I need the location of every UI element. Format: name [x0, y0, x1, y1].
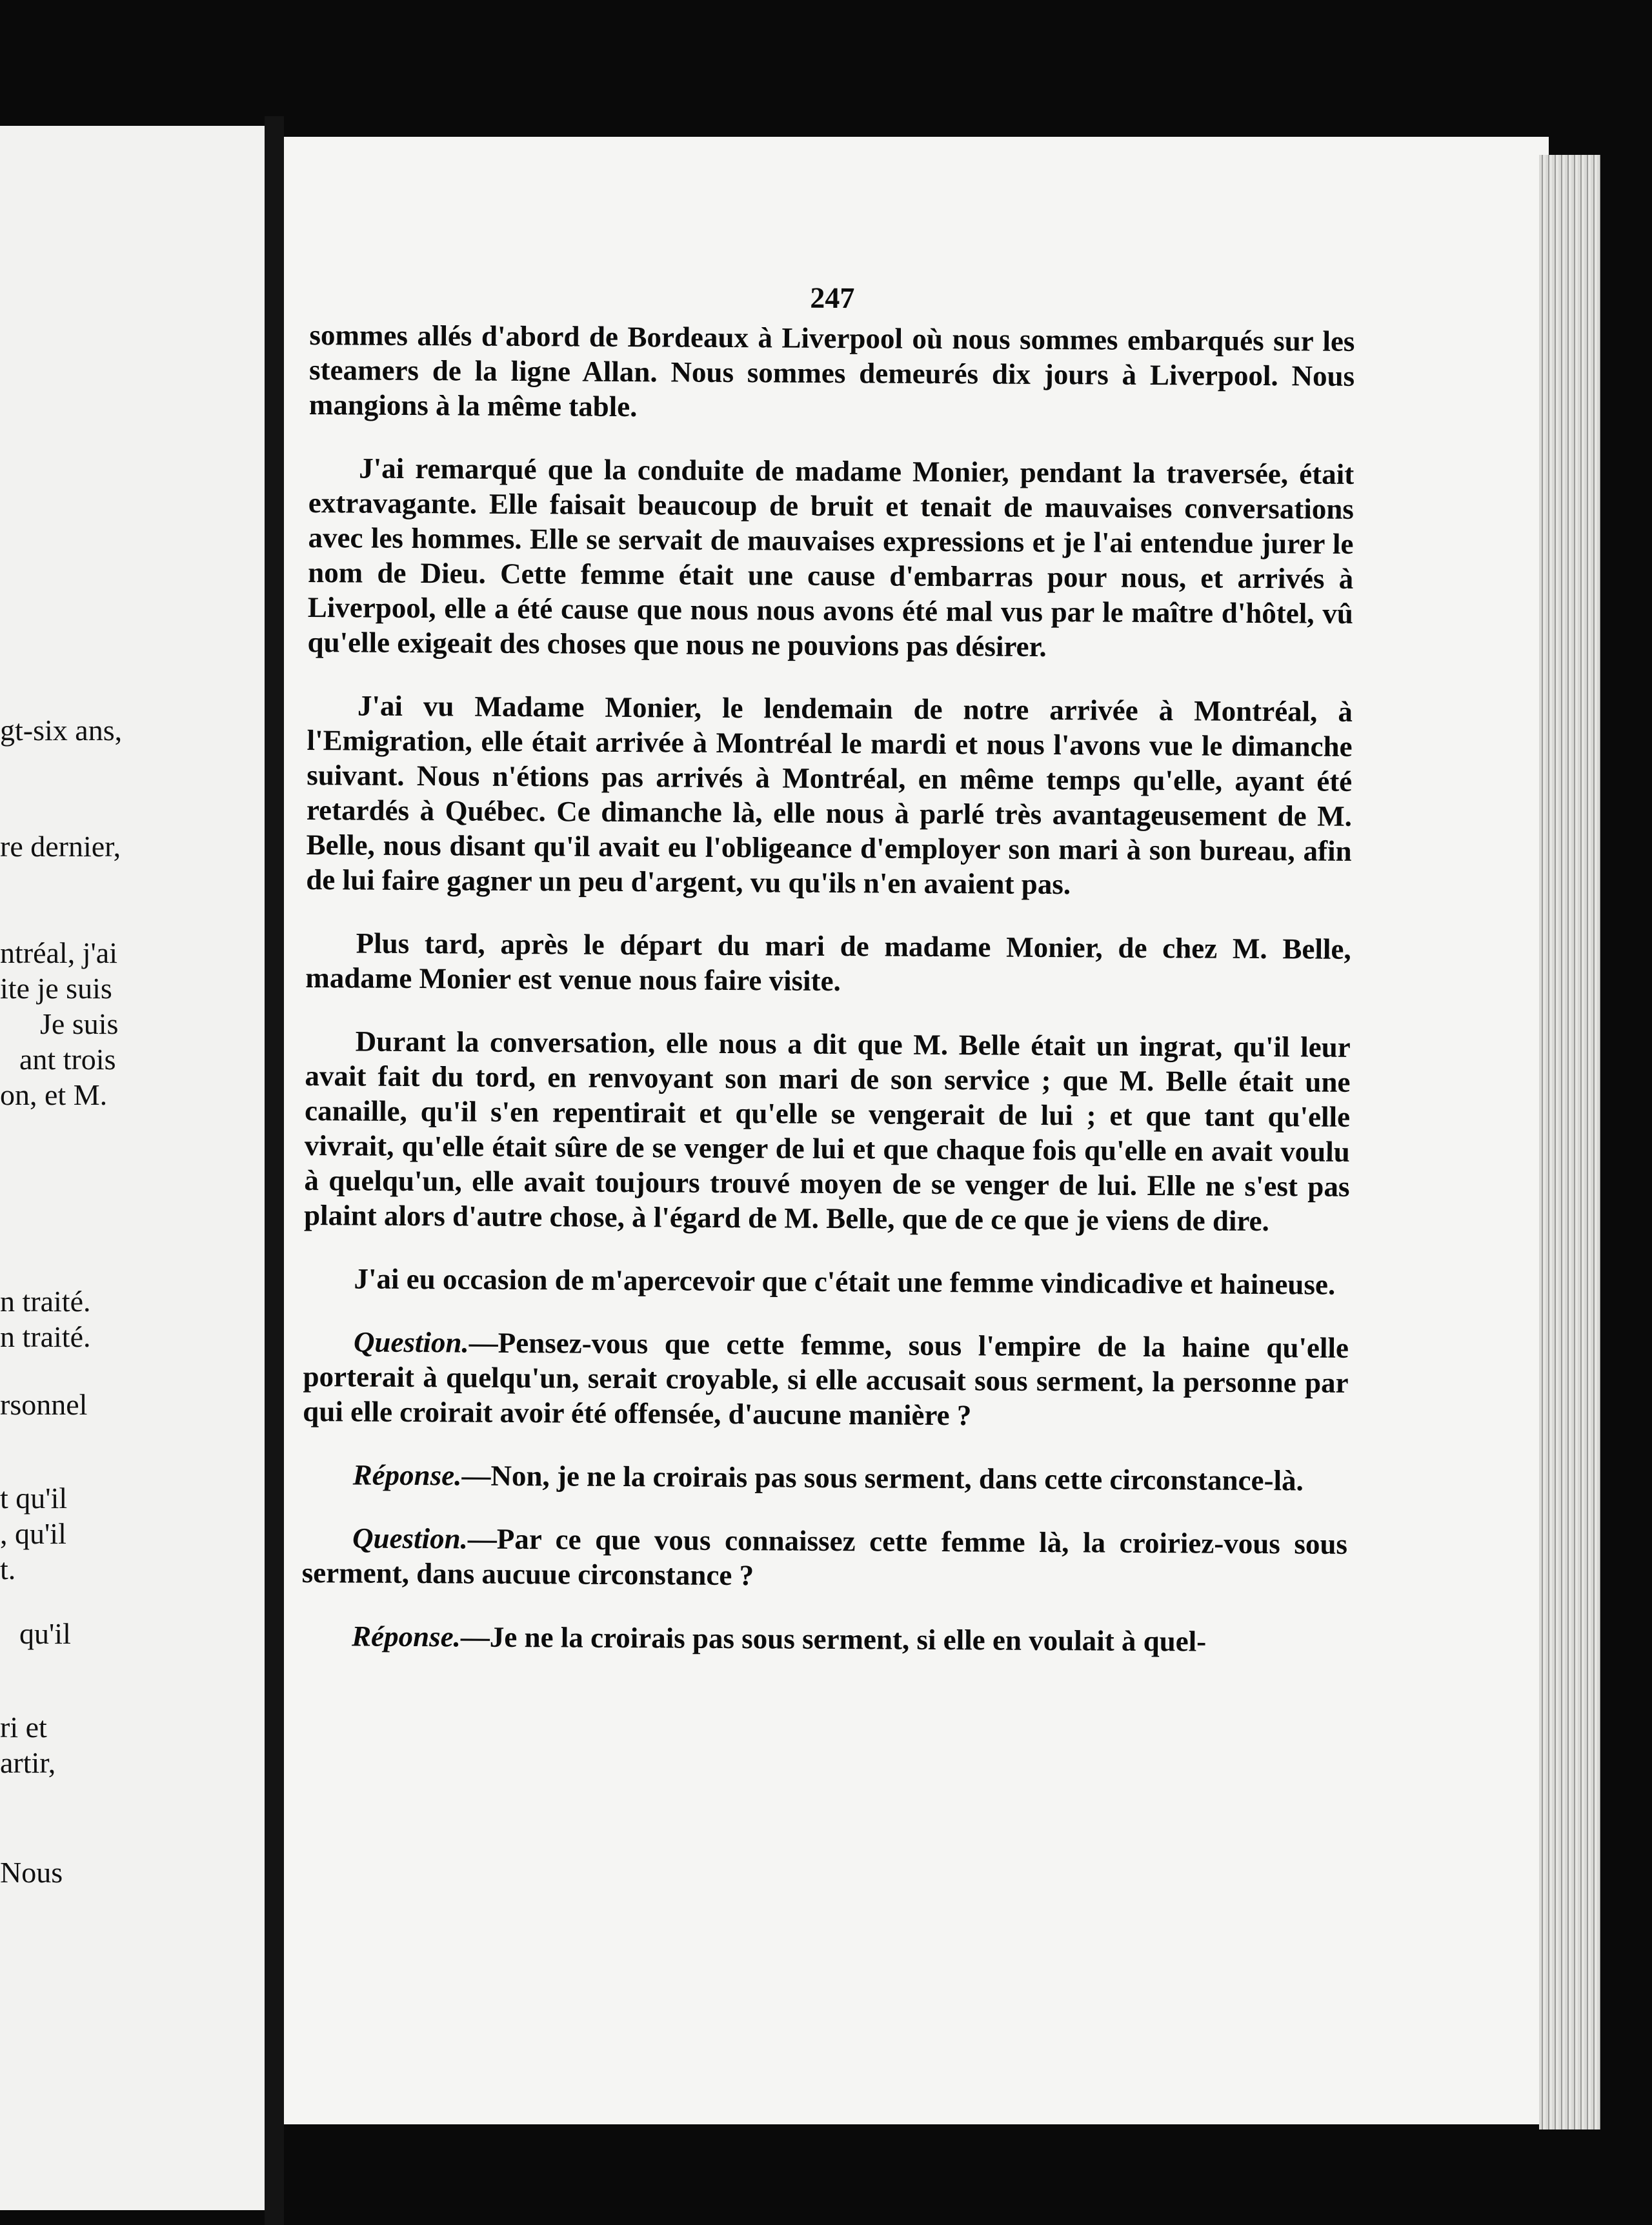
left-page-line: Je suis [40, 1007, 119, 1040]
left-page-line: Nous [0, 1856, 63, 1889]
paragraph: J'ai eu occasion de m'apercevoir que c'était une femme vindicadive et haineuse. [354, 1262, 1336, 1301]
page-content [301, 277, 1355, 1688]
qa-text: —Non, je ne la croirais pas sous serment, dans cette circonstance-là. [461, 1459, 1304, 1497]
left-page-line: n traité. [0, 1320, 91, 1353]
question-answer [303, 1324, 1349, 1435]
left-page-line: t. [0, 1553, 16, 1586]
question-answer [303, 1457, 1348, 1498]
left-page-line: ntréal, j'ai [0, 936, 117, 969]
left-page-line: gt-six ans, [0, 714, 123, 747]
left-page-line: ite je suis [0, 972, 112, 1005]
qa-label: Question. [352, 1522, 468, 1555]
paragraph: J'ai vu Madame Monier, le lendemain de notre arrivée à Montréal, à l'Emigration, elle était arrivée à Montréal le mardi et nous l'avons vue le dimanche suivant. Nous n'étions pas arrivés à Montréal, en même temps qu'elle, ayant été retardés à Québec. Ce dimanche là, elle nous à parlé très avantageusement de M. Belle, nous disant qu'il avait eu l'obligeance d'employer son mari à son bureau, afin de lui faire gagner un peu d'argent, vu qu'ils n'en avaient pas. [306, 689, 1353, 901]
left-page-line: ant trois [19, 1043, 116, 1076]
question-answer [301, 1618, 1347, 1660]
left-page-line: rsonnel [0, 1388, 88, 1421]
paragraph: Durant la conversation, elle nous a dit que M. Belle était un ingrat, qu'il leur avait fait du tord, en renvoyant son mari de son service ; que M. Belle était une canaille, qu'il s'en repentirait et qu'elle se vengerait de lui ; et que tant qu'elle vivrait, qu'elle était sûre de se venger de lui et que chaque fois qu'elle en avait voulu à quelqu'un, elle avait toujours trouvé moyen de se venger de lui. Elle ne s'est pas plaint alors d'autre chose, à l'égard de M. Belle, que de ce que je viens de dire. [303, 1025, 1351, 1238]
left-page-line: t qu'il [0, 1482, 68, 1515]
qa-text: —Par ce que vous connaissez cette femme là, la croiriez-vous sous serment, dans aucuue circonstance ? [301, 1522, 1348, 1592]
qa-label: Réponse. [351, 1620, 461, 1653]
qa-text: —Je ne la croirais pas sous serment, si elle en voulait à quel- [460, 1620, 1207, 1658]
left-page-line: artir, [0, 1746, 56, 1779]
qa-label: Question. [353, 1325, 469, 1359]
paragraph: J'ai remarqué que la conduite de madame Monier, pendant la traversée, était extravagante. Elle faisait beaucoup de bruit et tenait de mauvaises conversations avec les hommes. Elle se servait de mauvaises expressions et je l'ai entendue jurer le nom de Dieu. Cette femme était une cause d'embarras pour nous, et arrivés à Liverpool, elle a été cause que nous nous avons été mal vus par le maître d'hôtel, vû qu'elle exigeait des choses que nous ne pouvions pas désirer. [307, 452, 1355, 663]
paragraph: Plus tard, après le départ du mari de madame Monier, de chez M. Belle, madame Monier est venue nous faire visite. [305, 927, 1351, 998]
left-page-line: re dernier, [0, 830, 121, 863]
left-page-line: , qu'il [0, 1517, 66, 1550]
left-page-line: qu'il [19, 1617, 71, 1650]
qa-label: Réponse. [352, 1458, 462, 1492]
page-edges [1539, 155, 1600, 2129]
left-page-line: n traité. [0, 1285, 91, 1318]
left-page-line: on, et M. [0, 1078, 108, 1111]
qa-text: —Pensez-vous que cette femme, sous l'empire de la haine qu'elle porterait à quelqu'un, serait croyable, si elle accusait sous serment, la personne par qui elle croirait avoir été offensée, d'aucune manière ? [303, 1326, 1349, 1432]
left-page-line: ri et [0, 1711, 47, 1744]
page-number: 247 [810, 281, 855, 315]
paragraph: sommes allés d'abord de Bordeaux à Liverpool où nous sommes embarqués sur les steamers de la ligne Allan. Nous sommes demeurés dix jours à Liverpool. Nous mangions à la même table. [308, 318, 1355, 423]
left-page [0, 126, 265, 2210]
book-gutter [265, 116, 284, 2225]
question-answer [302, 1520, 1348, 1596]
